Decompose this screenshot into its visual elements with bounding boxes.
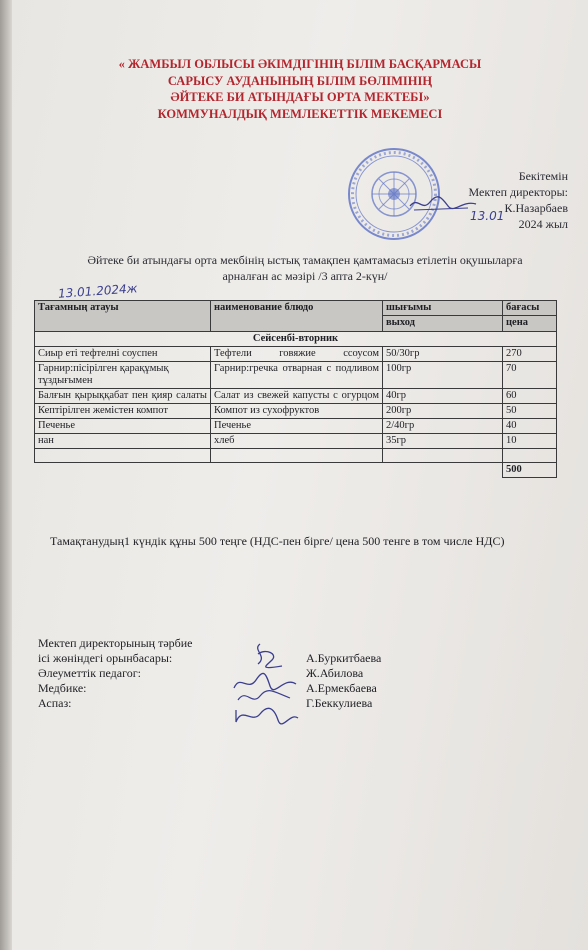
dish-yield: 2/40гр — [383, 419, 503, 434]
menu-table — [34, 300, 557, 478]
header-line-4: КОММУНАЛДЫҚ МЕМЛЕКЕТТІК МЕКЕМЕСІ — [157, 106, 443, 121]
header-price-ru: цена — [503, 316, 557, 332]
director-role: Мектеп директоры: — [468, 185, 568, 199]
header-dish-kz: Тағамның атауы — [35, 301, 211, 332]
signer-row — [38, 651, 558, 666]
dish-yield: 40гр — [383, 389, 503, 404]
handwritten-menu-date: 13.01.2024ж — [57, 281, 138, 301]
signer-name: А.Ермекбаева — [306, 681, 377, 695]
table-row — [35, 362, 557, 389]
signer-role: Әлеуметтік педагог: — [38, 666, 141, 680]
dish-price: 70 — [503, 362, 557, 389]
table-row — [35, 419, 557, 434]
dish-kz: Балғын қырыққабат пен қияр салаты — [35, 389, 211, 404]
header-line-1: « ЖАМБЫЛ ОБЛЫСЫ ӘКІМДІГІНІҢ БІЛІМ БАСҚАРМАСЫ — [118, 57, 482, 71]
dish-ru: Печенье — [211, 419, 383, 434]
dish-ru: Гарнир:гречка отварная с подливом — [211, 362, 383, 389]
signer-name: А.Буркитбаева — [306, 651, 382, 665]
approval-year: 2024 жыл — [518, 217, 568, 231]
table-row — [35, 404, 557, 419]
dish-yield: 200гр — [383, 404, 503, 419]
total-row — [35, 463, 557, 478]
dish-price: 10 — [503, 434, 557, 449]
dish-ru: Салат из свежей капусты с огурцом — [211, 389, 383, 404]
dish-ru: хлеб — [211, 434, 383, 449]
institution-header — [60, 56, 540, 122]
dish-kz: нан — [35, 434, 211, 449]
daily-cost-summary: Тамақтанудың1 күндік құны 500 теңге (НДС-пен бірге/ цена 500 тенге в том числе НДС) — [50, 534, 505, 548]
table-row — [35, 347, 557, 362]
menu-title-line-2: арналған ас мәзірі /3 апта 2-күн/ — [222, 269, 388, 283]
day-label: Сейсенбі-вторник — [35, 332, 557, 347]
dish-kz: Печенье — [35, 419, 211, 434]
header-price-kz: бағасы — [503, 301, 557, 316]
table-header-row — [35, 301, 557, 316]
header-yield-kz: шығымы — [383, 301, 503, 316]
dish-yield: 50/30гр — [383, 347, 503, 362]
dish-yield: 35гр — [383, 434, 503, 449]
header-line-2: САРЫСУ АУДАНЫНЫҢ БІЛІМ БӨЛІМІНІҢ — [167, 73, 433, 88]
header-yield-ru: выход — [383, 316, 503, 332]
director-name: К.Назарбаев — [504, 201, 568, 215]
table-row — [35, 434, 557, 449]
signer-name: Г.Беккулиева — [306, 696, 373, 710]
approve-word: Бекітемін — [518, 169, 568, 183]
total-price: 500 — [503, 463, 557, 478]
menu-title-line-1: Әйтеке би атындағы орта мекбінің ыстық тамақпен қамтамасыз етілетін оқушыларға — [87, 253, 523, 267]
page-edge-shadow — [0, 0, 12, 950]
table-row-empty — [35, 449, 557, 463]
dish-yield: 100гр — [383, 362, 503, 389]
dish-kz: Кептірілген жемістен компот — [35, 404, 211, 419]
dish-ru: Компот из сухофруктов — [211, 404, 383, 419]
signer-role: Мектеп директорының тәрбие — [38, 636, 193, 650]
dish-kz: Сиыр еті тефтелні соуспен — [35, 347, 211, 362]
dish-price: 40 — [503, 419, 557, 434]
signer-role: ісі жөніндегі орынбасары: — [38, 651, 173, 665]
signer-role: Аспаз: — [38, 696, 72, 710]
menu-title — [40, 252, 570, 284]
director-signature-icon — [408, 192, 478, 214]
dish-kz: Гарнир:пісірілген қарақұмық тұздығымен — [35, 362, 211, 389]
signer-name: Ж.Абилова — [306, 666, 364, 680]
dish-ru: Тефтели говяжие ссоусом — [211, 347, 383, 362]
signer-role: Медбике: — [38, 681, 87, 695]
signer-row — [38, 636, 558, 651]
handwritten-approval-date: 13.01 — [470, 209, 505, 223]
header-dish-ru: наименование блюдо — [211, 301, 383, 332]
day-row — [35, 332, 557, 347]
dish-price: 60 — [503, 389, 557, 404]
table-row — [35, 389, 557, 404]
dish-price: 50 — [503, 404, 557, 419]
header-line-3: ӘЙТЕКЕ БИ АТЫНДАҒЫ ОРТА МЕКТЕБІ» — [170, 90, 430, 104]
dish-price: 270 — [503, 347, 557, 362]
cook-signature-icon — [232, 702, 302, 730]
